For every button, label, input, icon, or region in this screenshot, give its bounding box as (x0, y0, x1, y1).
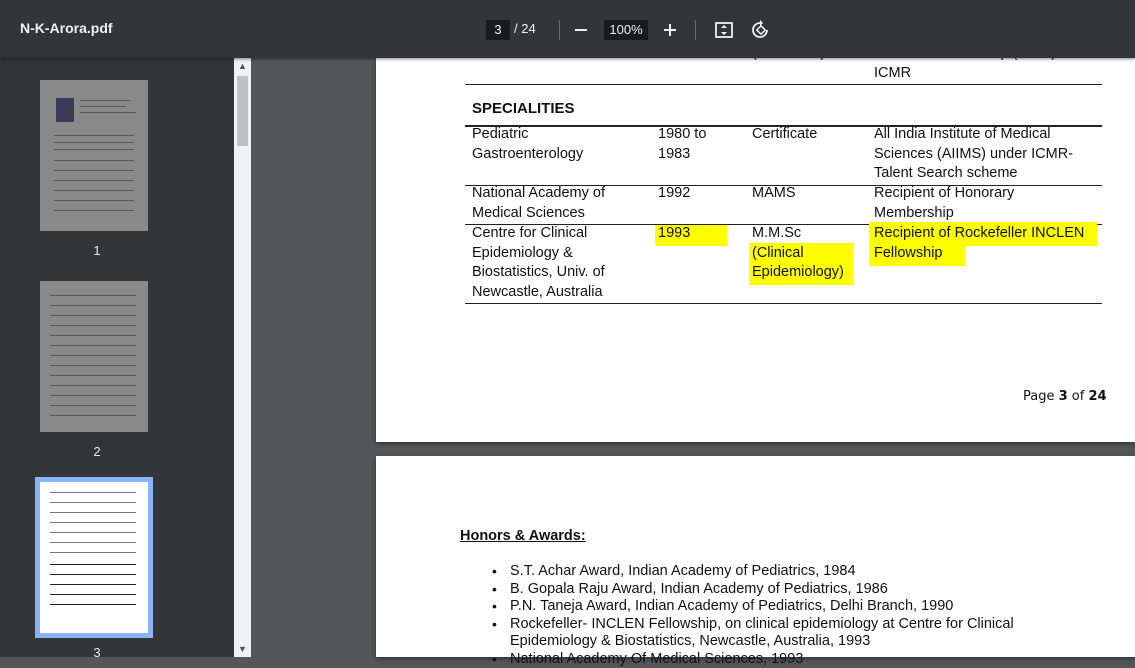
list-item: • S.T. Achar Award, Indian Academy of Pediatrics, 1984 (492, 563, 1112, 581)
cell-degree: M.M.Sc (Clinical Epidemiology) (752, 224, 844, 283)
fit-to-page-button[interactable] (712, 18, 736, 42)
page-footer: Page 3 of 24 (1023, 389, 1107, 404)
thumbnail-sidebar (0, 58, 234, 657)
list-item: Epidemiology & Biostatistics, Newcastle, Australia, 1993 (492, 633, 1112, 651)
scrollbar-thumb[interactable] (237, 76, 248, 146)
rotate-icon (750, 20, 770, 40)
table-rule (465, 84, 1102, 85)
pdf-toolbar (0, 0, 1135, 58)
thumbnail-page-2[interactable] (40, 281, 148, 432)
cell-institution: Centre for Clinical Epidemiology & Biostatistics, Univ. of Newcastle, Australia (472, 224, 605, 302)
rotate-button[interactable] (748, 18, 772, 42)
toolbar-divider (559, 20, 560, 40)
cell-remark: All India Institute of Medical Sciences (AIIMS) under ICMR- Talent Search scheme (874, 125, 1073, 184)
cell-remark: ICMR (874, 64, 911, 84)
sidebar-scrollbar[interactable] (234, 58, 251, 657)
cell-remark: Recipient of Rockefeller INCLEN Fellowship (874, 224, 1084, 263)
plus-icon (662, 22, 678, 38)
cell-degree: Certificate (752, 125, 817, 145)
list-item: • National Academy Of Medical Sciences, 1993 (492, 651, 1112, 668)
list-item: • P.N. Taneja Award, Indian Academy of Pediatrics, Delhi Branch, 1990 (492, 598, 1112, 616)
zoom-out-button[interactable] (569, 18, 593, 42)
honors-heading: Honors & Awards: (460, 528, 586, 544)
cell-institution: Pediatric Gastroenterology (472, 125, 583, 164)
scroll-down-arrow-icon[interactable]: ▼ (234, 643, 251, 655)
fit-page-icon (714, 20, 734, 40)
thumbnail-page-3[interactable] (40, 482, 148, 633)
pdf-page-3 (376, 58, 1135, 442)
pdf-page-4 (376, 456, 1135, 657)
thumbnail-label: 1 (0, 243, 214, 258)
thumbnail-label: 2 (0, 444, 214, 459)
cell-remark: Recipient of Honorary Membership (874, 184, 1014, 223)
cell-year: 1980 to 1983 (658, 125, 706, 164)
cell-institution: National Academy of Medical Sciences (472, 184, 605, 223)
cell-degree: MAMS (752, 184, 796, 204)
cell-year: 1993 (658, 224, 690, 244)
thumbnail-page-1[interactable] (40, 80, 148, 231)
zoom-in-button[interactable] (658, 18, 682, 42)
minus-icon (573, 22, 589, 38)
page-number-input[interactable]: 3 (486, 20, 510, 40)
honors-list (492, 563, 1112, 668)
cell-year: 1992 (658, 184, 690, 204)
page-total-label: / 24 (514, 21, 536, 36)
document-title: N-K-Arora.pdf (20, 20, 113, 36)
thumbnail-label: 3 (0, 645, 214, 660)
list-item: • Rockefeller- INCLEN Fellowship, on clinical epidemiology at Centre for Clinical (492, 616, 1112, 634)
scroll-up-arrow-icon[interactable]: ▲ (234, 60, 251, 72)
thumbnail-photo (56, 98, 74, 122)
section-title: SPECIALITIES (472, 99, 575, 119)
list-item: • B. Gopala Raju Award, Indian Academy of Pediatrics, 1986 (492, 581, 1112, 599)
toolbar-divider (695, 20, 696, 40)
zoom-level-input[interactable]: 100% (604, 20, 648, 40)
table-rule (465, 303, 1102, 304)
